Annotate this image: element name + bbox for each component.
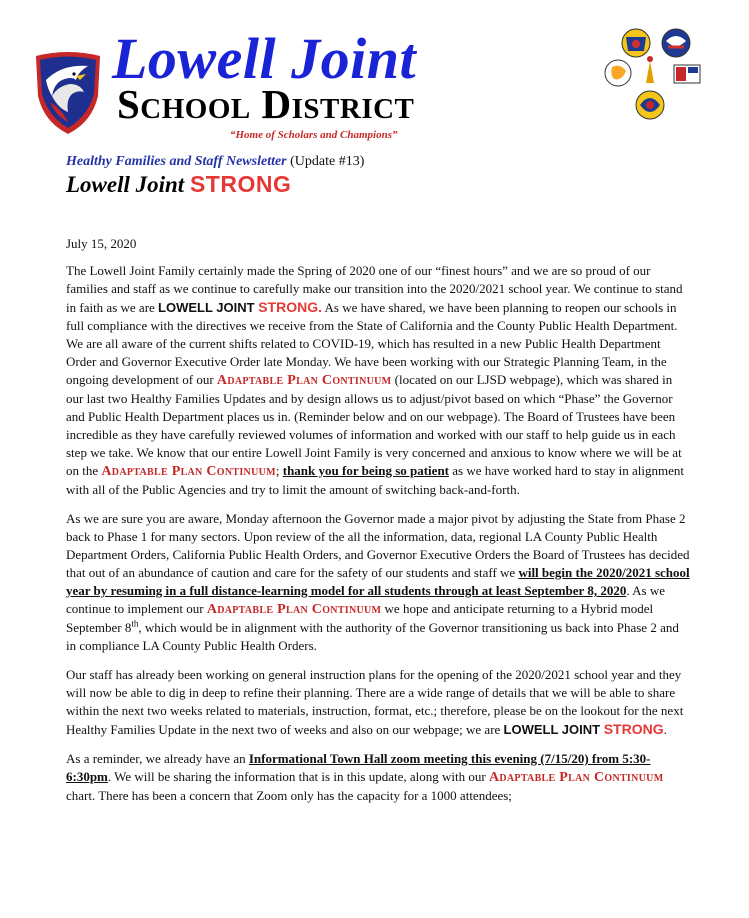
paragraph-3 — [66, 666, 691, 739]
p3-text: Our staff has already been working on general instruction plans for the opening of the 2020/2021 school year and they will now be able to dig in deep to refine their planning. There are a wide range of details that we will be able to share within the next two weeks related to materials, instruction, format, etc.; therefore, please be on the lookout for the next Healthy Families Update in the next two of weeks and also on our webpage; we are — [66, 667, 684, 737]
town-hall-meeting: Informational Town Hall zoom meeting this evening (7/15/20) from 5:30-6:30pm — [66, 751, 651, 784]
district-tagline: “Home of Scholars and Champions” — [230, 129, 398, 141]
newsletter-update-number: (Update #13) — [286, 154, 365, 169]
paragraph-4 — [66, 750, 691, 805]
p2-text: we hope and anticipate returning to a Hybrid model September 8 — [66, 601, 654, 635]
letter-body — [66, 262, 691, 816]
p4-text: chart. There has been a concern that Zoom only has the capacity for a 1000 attendees; — [66, 788, 512, 803]
lowell-joint-inline: LOWELL JOINT — [503, 722, 604, 737]
p3-text: . — [663, 722, 667, 737]
strong-inline: STRONG — [603, 721, 664, 737]
p1-text: As we have shared, we have been planning to reopen our schools in full compliance with the directives we receive from the State of California and the County Public Health Department. We are all aware of the current shifts related to COVID-19, which has resulted in a new Public Health Department Order and Governor Executive Order late Monday. We have been working with our Strategic Planning Team, in the ongoing development of our — [66, 300, 678, 387]
lowell-joint-inline: LOWELL JOINT — [158, 300, 259, 315]
adaptable-plan-continuum: Adaptable Plan Continuum — [101, 464, 276, 479]
p2-text: , which would be in alignment with the authority of the Governor transitioning us back into Phase 2 and in compliance LA County Public Health Orders. — [66, 620, 679, 653]
p2-text: As we are sure you are aware, Monday afternoon the Governor made a major pivot by adjusting the State from Phase 2 back to Phase 1 for many sectors. Upon review of the all the information, data, regional LA County Public Health Department Orders, California Public Health Orders, and Governor Executive Orders the Board of Trustees has decided that out of an abundance of caution and care for the safety of our students and staff we — [66, 511, 690, 580]
eagle-shield-icon — [32, 50, 104, 136]
strong-heading-word: STRONG — [189, 171, 292, 197]
letter-date: July 15, 2020 — [66, 236, 137, 251]
paragraph-1 — [66, 262, 691, 499]
p1-text: ; — [275, 463, 283, 478]
school-badges-cluster-icon — [604, 27, 712, 121]
adaptable-plan-continuum: Adaptable Plan Continuum — [488, 770, 664, 785]
paragraph-2 — [66, 510, 691, 655]
district-title-school: School District — [117, 81, 415, 127]
p4-text: As a reminder, we already have an — [66, 751, 249, 766]
p1-text: (located on our LJSD webpage), which was shared in our last two Healthy Families Updates and by design allows us to adjust/pivot based on which “Phase” the Governor and Public Health Department places us in. (Reminder below and on our webpage). The Board of Trustees have been incredible as they have carefully reviewed volumes of information and worked with our staff to help guide us in each step we take. We know that our entire Lowell Joint Family is very concerned and anxious to know where we will be at on the — [66, 372, 682, 478]
adaptable-plan-continuum: Adaptable Plan Continuum — [206, 602, 382, 617]
district-title-lowell: Lowell Joint — [112, 26, 417, 91]
adaptable-plan-continuum: Adaptable Plan Continuum — [216, 373, 392, 388]
lowell-joint-strong-heading — [66, 173, 291, 196]
newsletter-heading — [66, 154, 364, 170]
ordinal-suffix: th — [131, 618, 139, 629]
newsletter-title: Healthy Families and Staff Newsletter — [66, 154, 287, 169]
distance-learning-announcement: will begin the 2020/2021 school year by resuming in a full distance-learning model for all students through at least September 8, 2020 — [66, 565, 690, 598]
strong-inline: STRONG. — [258, 299, 322, 315]
p1-text: as we have worked hard to stay in alignment with all of the Public Agencies and try to limit the amount of switching back-and-forth. — [66, 463, 685, 497]
p4-text: . We will be sharing the information that is in this update, along with our — [107, 769, 489, 784]
p1-text: The Lowell Joint Family certainly made the Spring of 2020 one of our “finest hours” and we are so proud of our families and staff as we continue to carefully make our transition into the 2020/2021 school year. We continue to stand in faith as we are — [66, 263, 683, 315]
strong-heading-name: Lowell Joint — [66, 172, 190, 197]
p2-text: . As we continue to implement our — [66, 583, 665, 616]
thank-you-patient: thank you for being so patient — [282, 463, 449, 478]
